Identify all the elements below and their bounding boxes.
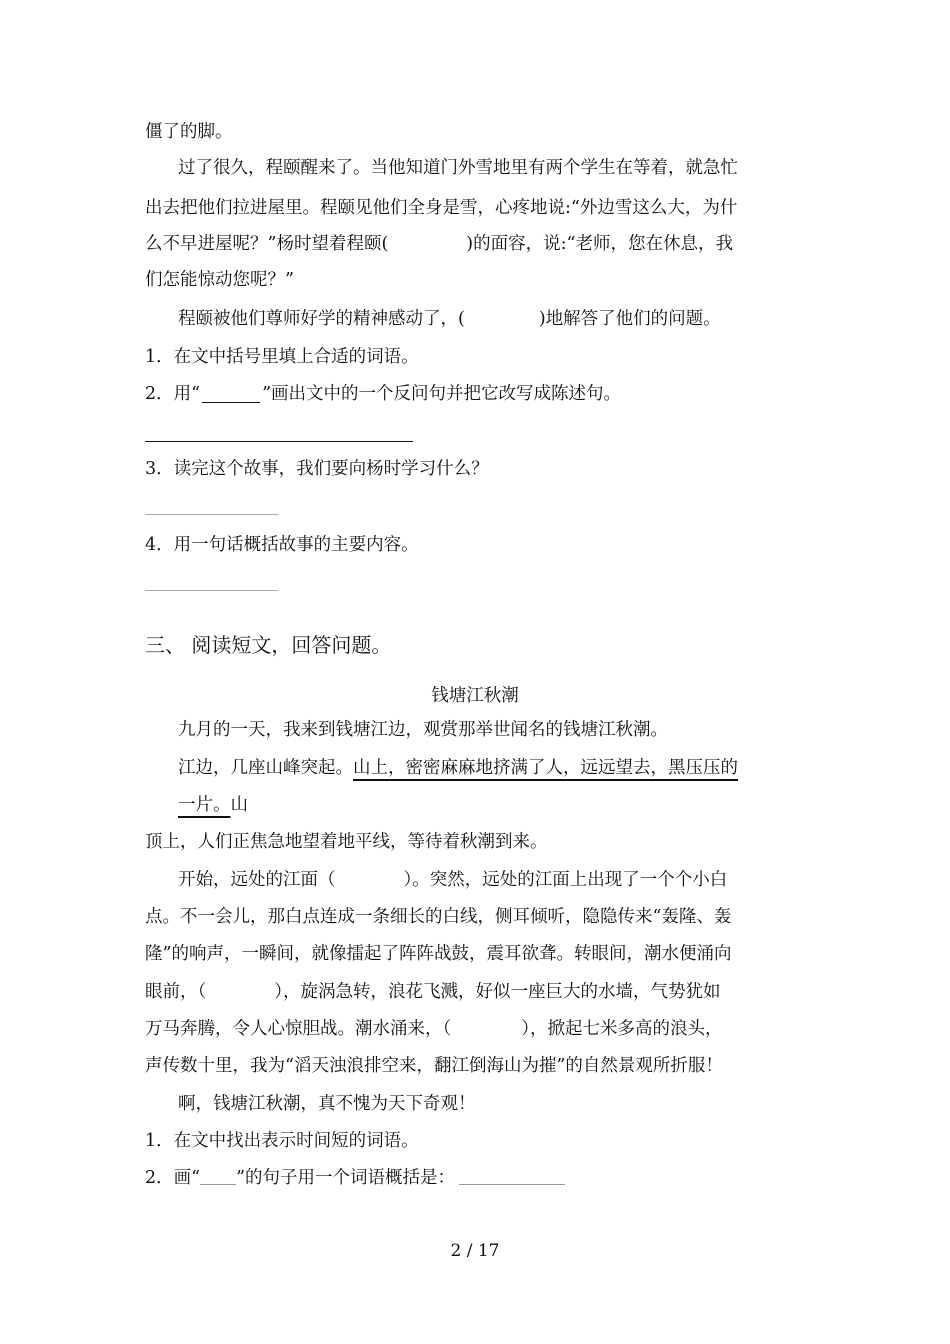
answer-line[interactable]: [145, 514, 278, 515]
passage-line: 过了很久，程颐醒来了。当他知道门外雪地里有两个学生在等着，就急忙: [178, 158, 738, 178]
underline-symbol: [200, 1184, 236, 1185]
passage-line-with-blank: 么不早进屋呢？”杨时望着程颐( )的面容，说:“老师，您在休息，我: [145, 234, 733, 254]
question-2: 2．用“ ”画出文中的一个反问句并把它改写成陈述句。: [145, 384, 622, 404]
passage-line: 僵了的脚。: [145, 122, 233, 142]
question-4: 4．用一句话概括故事的主要内容。: [145, 535, 419, 555]
passage-line-with-blank: 万马奔腾，令人心惊胆战。潮水涌来，（ ），掀起七米多高的浪头，: [145, 1019, 723, 1039]
question-3: 3．读完这个故事，我们要向杨时学习什么？: [145, 459, 489, 479]
passage-line: 九月的一天，我来到钱塘江边，观赏那举世闻名的钱塘江秋潮。: [178, 720, 668, 740]
passage-line: 顶上，人们正焦急地望着地平线，等待着秋潮到来。: [145, 832, 548, 852]
passage-line: 们怎能惊动您呢？”: [145, 270, 294, 290]
passage-line: 啊，钱塘江秋潮，真不愧为天下奇观！: [178, 1094, 476, 1114]
passage-line-with-blank: 眼前，（ ），旋涡急转，浪花飞溅，好似一座巨大的水墙，气势犹如: [145, 982, 721, 1002]
page-number: 2 / 17: [450, 1241, 500, 1261]
passage-line: 隆”的响声，一瞬间，就像擂起了阵阵战鼓，震耳欲聋。转眼间，潮水便涌向: [145, 944, 732, 964]
passage-line: 声传数十里，我为“滔天浊浪排空来，翻江倒海山为摧”的自然景观所折服！: [145, 1056, 723, 1076]
underlined-sentence: 山上，密密麻麻地挤满了人，远远望去，黑压压的: [353, 758, 738, 778]
answer-line[interactable]: [145, 590, 278, 591]
passage-line: 点。不一会儿，那白点连成一条细长的白线，侧耳倾听，隐隐传来“轰隆、轰: [145, 907, 732, 927]
passage-title: 钱塘江秋潮: [431, 686, 519, 706]
answer-blank[interactable]: [459, 1184, 565, 1185]
passage-line: 出去把他们拉进屋里。程颐见他们全身是雪，心疼地说:“外边雪这么大，为什: [145, 198, 738, 218]
passage-line-with-blank: 程颐被他们尊师好学的精神感动了，( )地解答了他们的问题。: [178, 309, 721, 329]
passage-line: 江边，几座山峰突起。山上，密密麻麻地挤满了人，远远望去，黑压压的: [178, 758, 738, 778]
question-2: 2．画“ ”的句子用一个词语概括是：: [145, 1166, 565, 1190]
question-1: 1．在文中找出表示时间短的词语。: [145, 1131, 419, 1151]
passage-line: 一片。山: [178, 795, 248, 815]
underline-symbol: [202, 402, 260, 403]
underlined-sentence-end: 一片。: [178, 795, 231, 815]
passage-line-with-blank: 开始，远处的江面（ ）。突然，远处的江面上出现了一个个小白: [178, 870, 728, 890]
question-1: 1．在文中括号里填上合适的词语。: [145, 347, 419, 367]
section-heading: 三、 阅读短文，回答问题。: [145, 633, 392, 657]
answer-line[interactable]: [145, 441, 413, 442]
